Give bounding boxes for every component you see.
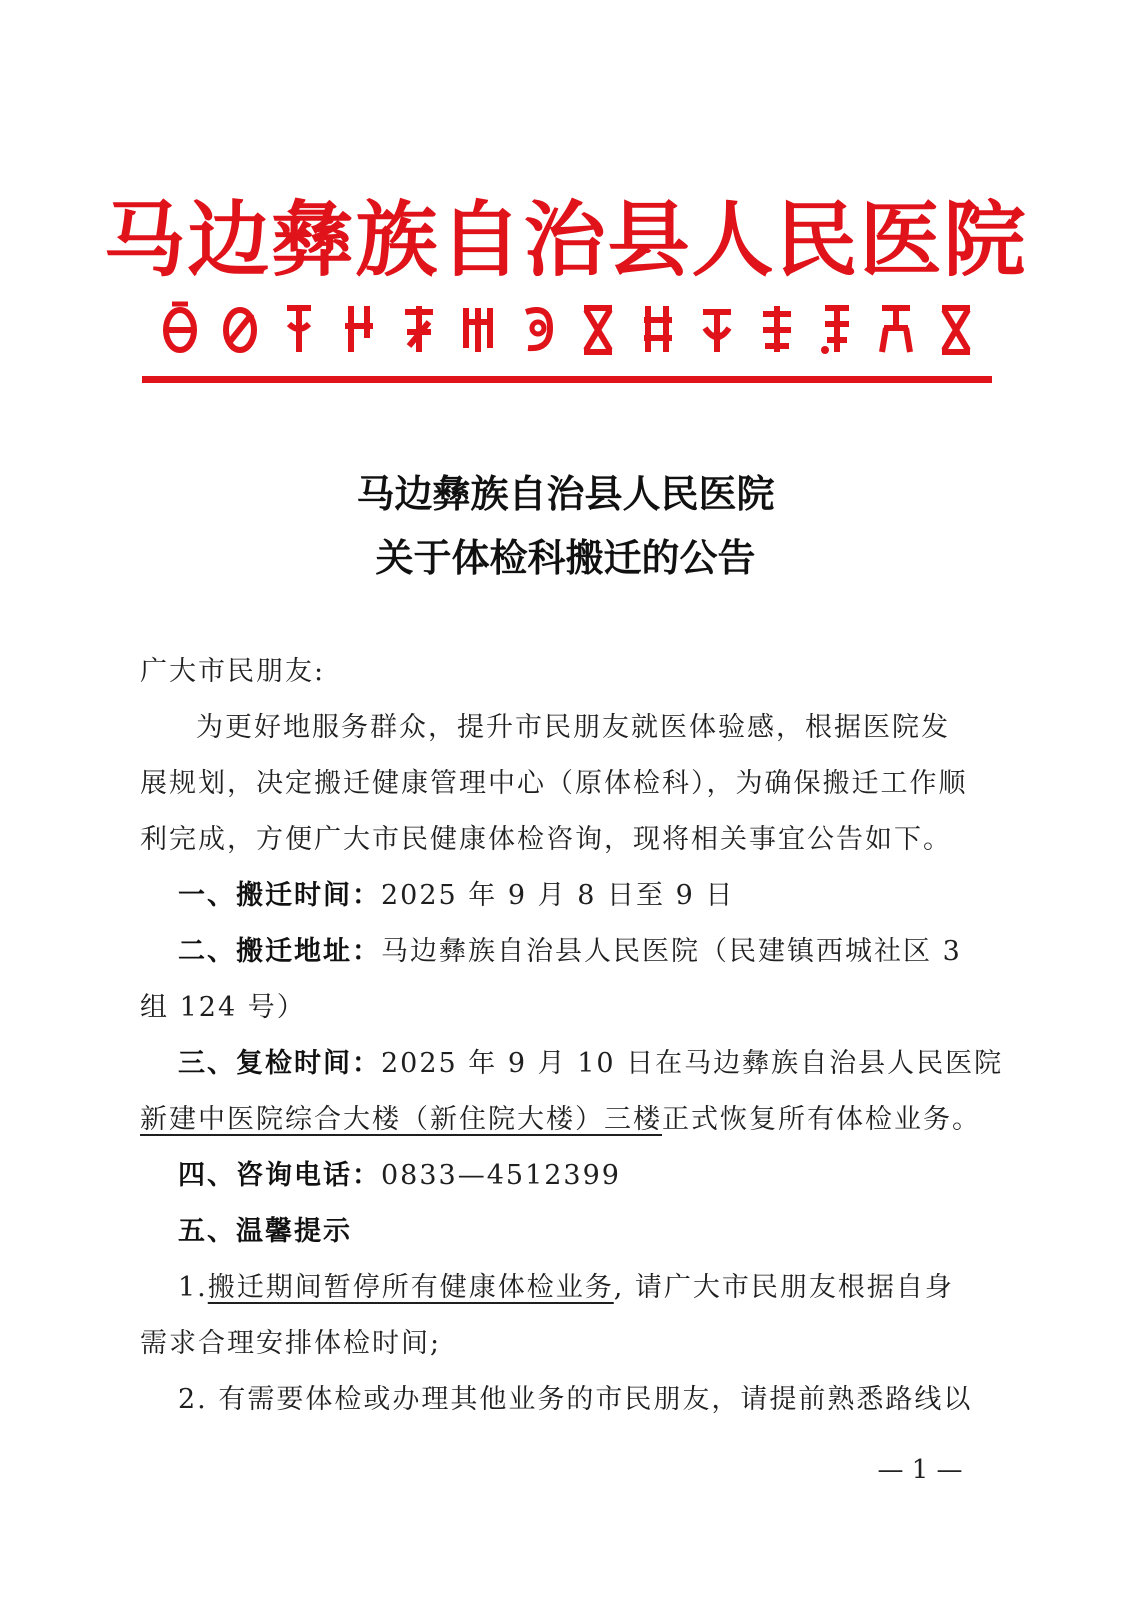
tip-1-line2: 需求合理安排体检时间; <box>140 1328 442 1359</box>
item-resume-location-building: 新建中医院综合大楼（新住院大楼）三楼 <box>140 1104 662 1135</box>
item-resume-location-rest: 正式恢复所有体检业务。 <box>662 1104 981 1135</box>
item-hotline <box>140 1148 988 1204</box>
item-relocation-time-label: 一、搬迁时间： <box>178 880 381 911</box>
yi-script-glyph <box>874 298 918 358</box>
item-resume-time-label: 三、复检时间： <box>178 1048 381 1079</box>
letterhead-red-rule <box>142 376 992 383</box>
salutation: 广大市民朋友: <box>140 656 326 687</box>
tip-1-rest: , 请广大市民朋友根据自身 <box>613 1272 954 1303</box>
yi-script-glyph <box>755 298 799 358</box>
document-title-line2: 关于体检科搬迁的公告 <box>375 535 756 580</box>
item-relocation-address <box>140 924 988 980</box>
tip-1-emphasis: 搬迁期间暂停所有健康体检业务 <box>207 1272 614 1303</box>
intro-line-2: 展规划，决定搬迁健康管理中心（原体检科），为确保搬迁工作顺 <box>140 768 968 799</box>
yi-script-glyph <box>277 298 321 358</box>
document-title-line1: 马边彝族自治县人民医院 <box>356 471 775 516</box>
tip-1-number: 1. <box>178 1272 208 1303</box>
intro-line-1: 为更好地服务群众，提升市民朋友就医体验感，根据医院发 <box>196 712 950 743</box>
yi-script-glyph <box>636 298 680 358</box>
item-relocation-address-value: 马边彝族自治县人民医院（民建镇西城社区 3 <box>381 936 962 967</box>
yi-script-glyph <box>576 298 620 358</box>
item-hotline-value: 0833—4512399 <box>381 1160 621 1191</box>
page-number: — 1 — <box>877 1455 963 1485</box>
yi-script-glyph <box>456 298 500 358</box>
intro-line-3: 利完成，方便广大市民健康体检咨询，现将相关事宜公告如下。 <box>140 824 952 855</box>
yi-script-glyph <box>158 298 202 358</box>
item-resume-time <box>140 1036 1004 1092</box>
yi-script-glyph <box>337 298 381 358</box>
item-hotline-label: 四、咨询电话： <box>178 1160 381 1191</box>
letterhead-yi-script <box>158 296 978 360</box>
yi-script-glyph <box>695 298 739 358</box>
yi-script-glyph <box>397 298 441 358</box>
letterhead-institution-name: 马边彝族自治县人民医院 <box>103 192 1028 288</box>
item-relocation-address-line2: 组 124 号） <box>140 992 306 1023</box>
item-resume-location <box>140 1092 988 1148</box>
item-resume-time-value: 2025 年 9 月 10 日在马边彝族自治县人民医院 <box>381 1048 1004 1079</box>
yi-script-glyph <box>218 298 262 358</box>
yi-script-glyph <box>815 298 859 358</box>
item-relocation-address-label: 二、搬迁地址： <box>178 936 381 967</box>
tip-1 <box>140 1260 988 1316</box>
yi-script-glyph <box>934 298 978 358</box>
item-relocation-time <box>140 868 988 924</box>
item-relocation-time-value: 2025 年 9 月 8 日至 9 日 <box>381 880 735 911</box>
tip-2: 2. 有需要体检或办理其他业务的市民朋友，请提前熟悉路线以 <box>178 1384 973 1415</box>
item-tips-heading: 五、温馨提示 <box>178 1216 352 1247</box>
yi-script-glyph <box>516 298 560 358</box>
